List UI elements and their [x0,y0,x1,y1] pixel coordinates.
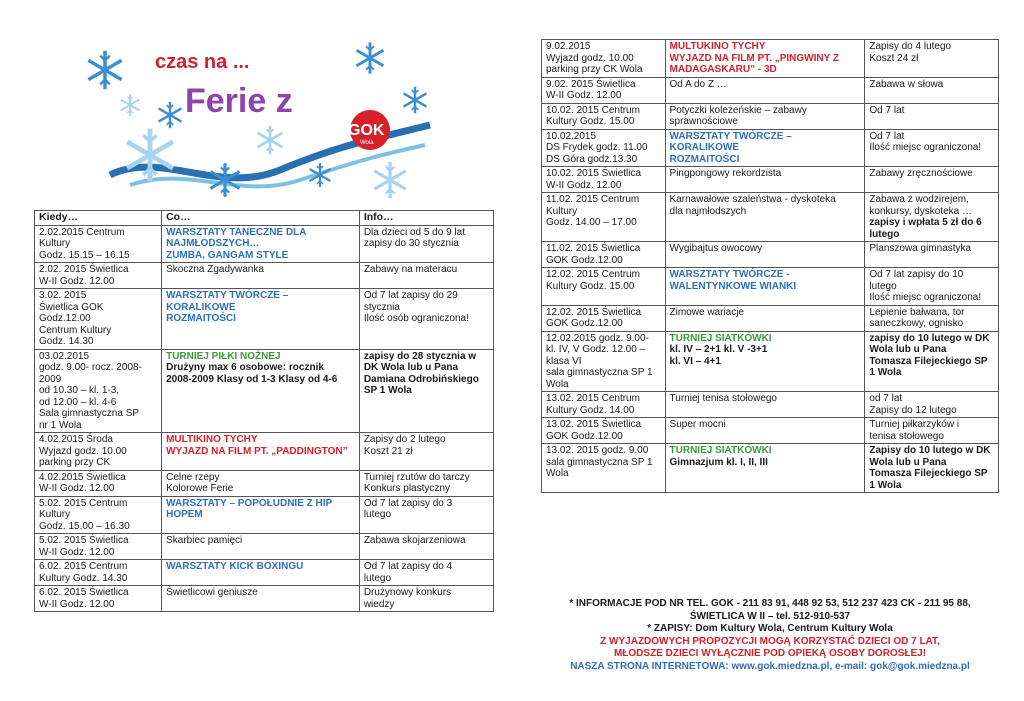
gok-logo-subtext: Wola [360,140,374,146]
table-row [35,349,494,433]
table-header-row [35,211,494,226]
cell-info [865,305,999,331]
what-text: Celne rzepy Kolorowe Ferie [166,471,234,494]
what-text: MULTIKINO TYCHY WYJAZD NA FILM PT. „PADDINGTON” [166,434,348,457]
cell-info [865,242,999,268]
info-text: Zabawy zręcznościowe [869,168,973,179]
cell-what [665,444,865,493]
cell-info [865,103,999,129]
table-row [542,193,999,242]
cell-when [542,77,666,103]
cell-when [542,444,666,493]
cell-what [665,242,865,268]
schedule-table-right [541,39,999,493]
when-text: 6.02. 2015 Świetlica W-II Godz. 12.00 [39,587,129,610]
info-text: Zabawy na materacu [363,264,458,275]
table-row [35,496,494,534]
when-text: 5.02. 2015 Świetlica W-II Godz. 12.00 [39,535,129,558]
info-text: zapisy do 10 lutego w DK Wola lub u Pana Tomasza Filejeckiego SP 1 Wola [869,332,990,378]
what-text: Skoczna Zgadywanka [166,264,264,275]
cell-what [162,470,360,496]
table-row [542,103,999,129]
banner-ferie: Ferie z [185,82,293,120]
cell-what [162,496,360,534]
table-row [542,40,999,78]
info-text: Zabawa z wodzirejem, konkursy, dyskoteka … [869,194,973,217]
info-text: Zapisy do 10 lutego w DK Wola lub u Pana Tomasza Filejeckiego SP 1 Wola [869,445,991,491]
cell-info [865,392,999,418]
table-row [542,167,999,193]
cell-when [542,418,666,444]
footer-age-line: Z WYJAZDOWYCH PROPOZYCJI MOGĄ KORZYSTAĆ DZIECI OD 7 LAT, [600,635,940,647]
snowflake-icon [159,102,182,128]
info-text: od 7 lat Zapisy do 12 lutego [869,393,957,416]
what-text: Turniej tenisa stołowego [669,393,777,404]
what-text: TURNIEJ SIATKÓWKI [669,445,772,456]
cell-what [162,586,360,612]
table-row [35,289,494,350]
when-text: 13.02. 2015 Centrum Kultury Godz. 14.00 [546,393,640,416]
when-text: 11.02. 2015 Centrum Kultury Godz. 14.00 – 17.00 [546,194,640,228]
what-text: Wygibajtus owocowy [669,243,763,254]
cell-when [542,242,666,268]
info2-text: zapisy i wpłata 5 zł do 6 lutego [869,217,982,240]
what-text: TURNIEJ PIŁKI NOŻNEJ [166,350,281,362]
what-text: Zimowe wariacje [669,306,744,318]
footer-swietlica-line: ŚWIETLICA W II – tel. 512-910-537 [689,610,851,622]
cell-when [542,268,666,306]
table-row [542,129,999,167]
schedule-table-left [34,210,494,612]
info-text: Od 7 lat zapisy do 29 stycznia Ilość osób ograniczona! [363,290,469,324]
what-text: WARSZTATY TWÓRCZE – KORALIKOWE ROZMAITOŚCI [166,290,289,324]
table-row [542,77,999,103]
what2-text: Drużyny max 6 osobowe: rocznik 2008-2009 Klasy od 1-3 Klasy od 4-6 [166,362,338,385]
what-text: WARSZTATY TANECZNE DLA NAJMŁODSZYCH… ZUMBA, GANGAM STYLE [166,226,307,261]
cell-what [665,331,865,392]
what2-text: kl. IV – 2+1 kl. V -3+1 kl. VI – 4+1 [669,344,768,367]
what-text: Pingpongowy rekordzista [669,168,782,179]
what-text: WARSZTATY TWÓRCZE – KORALIKOWE ROZMAITOŚCI [669,130,792,165]
what-text: Karnawałowe szaleństwa - dyskoteka dla najmłodszych [669,194,836,217]
cell-info [359,225,493,263]
cell-info [865,444,999,493]
cell-info [359,560,493,586]
cell-info [865,129,999,167]
table-row [542,268,999,306]
what-text: WARSZTATY – POPOŁUDNIE Z HIP HOPEM [166,497,333,520]
snowflake-icon [356,42,383,73]
table-row [542,444,999,493]
info-text: Zapisy do 2 lutego Koszt 21 zł [363,434,446,457]
table-row [542,305,999,331]
when-text: 03.02.2015 godz. 9.00- rocz. 2008- 2009 od 10.30 – kl. 1-3, od 12.00 – kl. 4-6 Sala gimnastyczna SP nr 1 Wola [39,350,142,431]
cell-what [162,433,360,471]
cell-what [162,225,360,263]
cell-when [35,289,162,350]
header-info: Info… [359,211,493,226]
footer-website-line[interactable]: NASZA STRONA INTERNETOWA: www.gok.miedzna.pl, e-mail: gok@gok.miedzna.pl [570,660,970,672]
cell-when [35,470,162,496]
what-text: Od A do Z … [669,78,727,90]
footer-guardian-line: MŁODSZE DZIECI WYŁĄCZNIE POD OPIEKĄ OSOBY DOROSŁEJ! [613,648,927,659]
what-text: Skarbiec pamięci [166,535,243,546]
cell-when [35,263,162,289]
cell-when [542,193,666,242]
table-row [35,470,494,496]
cell-what [162,349,360,433]
ferie-banner [70,30,440,205]
info-text: Od 7 lat Ilość miejsc ograniczona! [869,130,982,153]
table-row [542,331,999,392]
cell-when [35,586,162,612]
table-row [35,225,494,263]
cell-info [865,40,999,78]
table-row [35,433,494,471]
cell-what [665,167,865,193]
cell-info [865,331,999,392]
info-text: Od 7 lat zapisy do 10 lutego Ilość miejsc ograniczona! [869,269,982,303]
cell-info [865,77,999,103]
cell-when [542,305,666,331]
cell-when [35,225,162,263]
banner-graphic [70,30,440,205]
table-row [35,534,494,560]
what-text: MULTUKINO TYCHY WYJAZD NA FILM PT. „PINGWINY Z MADAGASKARU” - 3D [669,41,839,75]
cell-what [162,289,360,350]
when-text: 2.02.2015 Centrum Kultury Godz. 15.15 – 16.15 [39,226,130,261]
what-text: Potyczki koleżeńskie – zabawy sprawnościowe [669,104,807,127]
when-text: 5.02. 2015 Centrum Kultury Godz. 15.00 – 16.30 [39,497,130,532]
table-row [542,242,999,268]
cell-info [865,167,999,193]
cell-what [665,392,865,418]
what-text: WARSZTATY TWÓRCZE - WALENTYNKOWE WIANKI [669,269,797,292]
cell-what [665,193,865,242]
info-text: Lepienie bałwana, tor saneczkowy, ognisko [869,306,965,329]
table-row [35,560,494,586]
header-what: Co… [162,211,360,226]
cell-when [542,331,666,392]
cell-when [35,560,162,586]
cell-info [359,349,493,433]
when-text: 6.02. 2015 Centrum Kultury Godz. 14.30 [39,561,128,584]
cell-what [665,77,865,103]
cell-info [865,418,999,444]
info-text: Turniej piłkarzyków i tenisa stołowego [869,419,960,442]
snowflake-icon [88,51,121,89]
when-text: 10.02. 2015 Centrum Kultury Godz. 15.00 [546,104,640,127]
cell-when [542,40,666,78]
when-text: 9.02. 2015 Świetlica W-II Godz. 12.00 [546,78,636,101]
when-text: 12.02. 2015 Centrum Kultury Godz. 15.00 [546,269,640,292]
info-text: Zabawa skojarzeniowa [363,535,466,546]
info-text: Od 7 lat zapisy do 3 lutego [363,497,453,520]
cell-what [162,534,360,560]
what-text: Świetlicowi geniusze [166,587,258,598]
footer-info [541,598,999,673]
cell-what [665,40,865,78]
cell-when [542,392,666,418]
cell-info [359,586,493,612]
info-text: Turniej rzutów do tarczy Konkurs plastyczny [363,471,470,494]
cell-when [35,534,162,560]
cell-when [542,103,666,129]
snowflake-icon [127,129,173,182]
info-text: Od 7 lat [869,104,905,116]
when-text: 13.02. 2015 godz. 9.00 sala gimnastyczna SP 1 Wola [546,445,653,479]
when-text: 12.02.2015 godz. 9.00- kl. IV, V Godz. 12.00 – klasa VI sala gimnastyczna SP 1 Wola [546,332,653,390]
when-text: 2.02. 2015 Świetlica W-II Godz. 12.00 [39,264,129,287]
cell-when [542,167,666,193]
gok-logo-text: GOK [348,122,385,139]
info-text: Zapisy do 4 lutego Koszt 24 zł [869,41,952,64]
cell-when [35,433,162,471]
cell-info [359,263,493,289]
cell-info [359,534,493,560]
cell-what [162,263,360,289]
when-text: 10.02. 2015 Świetlica W-II Godz. 12.00 [546,168,642,191]
footer-phone-line: * INFORMACJE POD NR TEL. GOK - 211 83 91, 448 92 53, 512 237 423 CK - 211 95 88, [569,598,971,609]
cell-what [665,418,865,444]
cell-what [665,129,865,167]
info-text: Drużynowy konkurs wiedzy [363,587,452,610]
schedule-body-left [35,225,494,612]
when-text: 3.02. 2015 Świetlica GOK Godz.12.00 Centrum Kultury Godz. 14.30 [39,290,112,347]
cell-what [162,560,360,586]
table-row [542,392,999,418]
info-text: zapisy do 28 stycznia w DK Wola lub u Pana Damiana Odrobińskiego SP 1 Wola [363,350,479,396]
when-text: 11.02. 2015 Świetlica GOK Godz.12.00 [546,243,641,266]
snowflake-icon [258,126,283,155]
when-text: 4.02.2015 Środa Wyjazd godz. 10.00 parking przy CK [39,434,127,468]
cell-what [665,305,865,331]
footer-zapisy-line: * ZAPISY: Dom Kultury Wola, Centrum Kultury Wola [647,623,893,634]
info-text: Dla dzieci od 5 do 9 lat zapisy do 30 stycznia [363,226,465,249]
snowflake-icon [404,87,427,113]
snowflake-icon [374,162,405,198]
banner-czas: czas na ... [155,51,250,73]
when-text: 13.02. 2015 Świetlica GOK Godz.12.00 [546,419,642,442]
what2-text: Gimnazjum kl. I, II, III [669,456,768,468]
cell-info [865,268,999,306]
snowflake-icon [121,94,140,116]
cell-when [35,349,162,433]
what-text: Super mocni [669,419,726,430]
when-text: 12.02. 2015 Świetlica GOK Godz.12.00 [546,306,642,329]
cell-what [665,268,865,306]
cell-when [542,129,666,167]
info-text: Planszowa gimnastyka [869,243,972,254]
when-text: 10.02.2015 DS Frydek godz. 11.00 DS Góra godz.13.30 [546,130,648,165]
cell-info [359,470,493,496]
header-when: Kiedy… [35,211,162,226]
table-row [35,263,494,289]
when-text: 4.02.2015 Świetlica W-II Godz. 12.00 [39,471,126,494]
cell-info [359,433,493,471]
cell-what [665,103,865,129]
table-row [35,586,494,612]
info-text: Od 7 lat zapisy do 4 lutego [363,561,453,584]
cell-info [865,193,999,242]
what-text: WARSZTATY KICK BOXINGU [166,561,304,572]
cell-when [35,496,162,534]
info-text: Zabawa w słowa [869,78,944,90]
what-text: TURNIEJ SIATKÓWKI [669,332,772,344]
cell-info [359,496,493,534]
table-row [542,418,999,444]
when-text: 9.02.2015 Wyjazd godz. 10.00 parking przy CK Wola [546,41,643,75]
cell-info [359,289,493,350]
schedule-body-right [542,40,999,493]
